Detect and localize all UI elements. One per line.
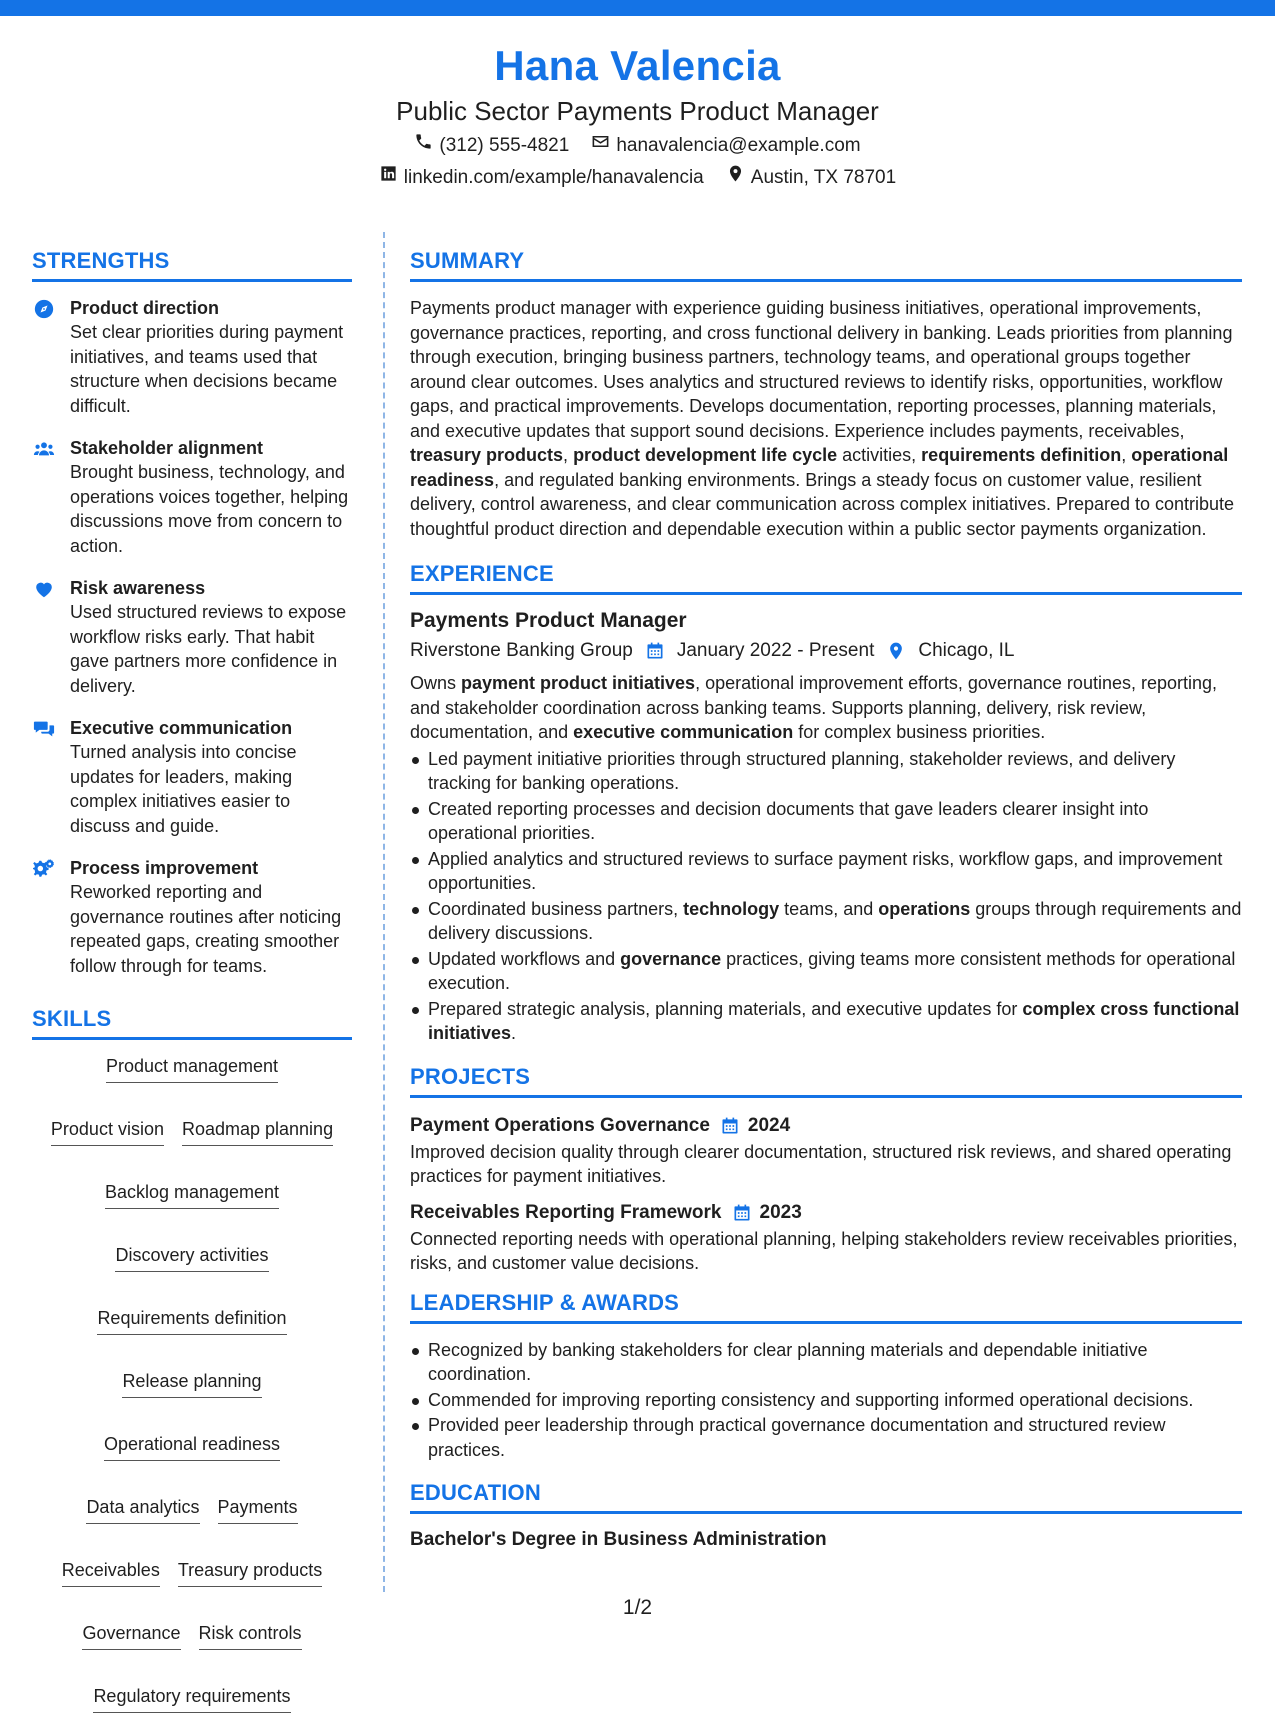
top-accent-bar <box>0 0 1275 16</box>
skill-tag: Product vision <box>51 1117 164 1146</box>
email-contact[interactable] <box>591 132 860 160</box>
location-contact <box>726 164 896 192</box>
project-item <box>410 1199 1242 1276</box>
users-icon <box>32 438 56 460</box>
strength-item <box>32 576 352 698</box>
skill-tag: Release planning <box>122 1369 261 1398</box>
strength-description: Turned analysis into concise updates for leaders, making complex initiatives easier to discuss and guide. <box>70 742 297 836</box>
phone-contact <box>414 132 569 160</box>
skill-tag: Backlog management <box>105 1180 279 1209</box>
job-meta <box>410 637 1242 665</box>
strength-item <box>32 716 352 838</box>
job-bullet: Created reporting processes and decision documents that gave leaders clearer insight into operational priorities. <box>410 797 1242 846</box>
leadership-bullet: Recognized by banking stakeholders for clear planning materials and dependable initiative coordination. <box>410 1338 1242 1387</box>
calendar-icon <box>732 1203 752 1223</box>
strength-item <box>32 296 352 418</box>
job-bullet: Coordinated business partners, technology teams, and operations groups through requirements and delivery discussions. <box>410 897 1242 946</box>
skill-tag: Product management <box>106 1054 278 1083</box>
skill-tag: Treasury products <box>178 1558 322 1587</box>
location-text: Austin, TX 78701 <box>750 167 897 188</box>
skill-tag: Governance <box>82 1621 180 1650</box>
leadership-bullets <box>410 1338 1242 1463</box>
strengths-heading: STRENGTHS <box>32 246 352 282</box>
phone-number: (312) 555-4821 <box>439 135 570 156</box>
skill-tag: Regulatory requirements <box>93 1684 290 1713</box>
company-name: Riverstone Banking Group <box>410 640 633 661</box>
strength-title: Product direction <box>70 298 220 318</box>
phone-icon <box>414 132 433 160</box>
education-degree: Bachelor's Degree in Business Administration <box>410 1529 827 1550</box>
project-name: Receivables Reporting Framework <box>410 1201 722 1223</box>
contact-row-1 <box>0 132 1275 160</box>
job-location: Chicago, IL <box>918 640 1015 661</box>
compass-icon <box>32 298 56 320</box>
job-title: Payments Product Manager <box>410 609 687 632</box>
project-header <box>410 1199 1242 1227</box>
column-divider <box>383 232 385 1592</box>
skills-heading: SKILLS <box>32 1004 352 1040</box>
heart-icon <box>32 578 56 600</box>
left-column <box>32 246 352 1713</box>
project-description: Connected reporting needs with operational planning, helping stakeholders review receivables priorities, risks, and customer value decisions. <box>410 1228 1238 1273</box>
skill-tag: Receivables <box>62 1558 160 1587</box>
resume-header <box>0 40 1275 192</box>
map-pin-icon <box>886 641 906 661</box>
job-bullet: Applied analytics and structured reviews to surface payment risks, workflow gaps, and improvement opportunities. <box>410 847 1242 896</box>
projects-heading: PROJECTS <box>410 1062 1242 1098</box>
strength-title: Stakeholder alignment <box>70 438 264 458</box>
strength-title: Process improvement <box>70 858 259 878</box>
strength-description: Used structured reviews to expose workflow risks early. That habit gave partners more confidence in delivery. <box>70 602 347 696</box>
skill-tag: Roadmap planning <box>182 1117 333 1146</box>
leadership-bullet: Provided peer leadership through practical governance documentation and structured review practices. <box>410 1413 1242 1462</box>
job-bullet: Led payment initiative priorities through structured planning, stakeholder reviews, and delivery tracking for banking operations. <box>410 747 1242 796</box>
calendar-icon <box>645 641 665 661</box>
project-year: 2024 <box>747 1114 791 1136</box>
skill-tag: Payments <box>218 1495 298 1524</box>
map-pin-icon <box>726 164 745 192</box>
linkedin-contact[interactable] <box>379 164 704 192</box>
project-description: Improved decision quality through clearer documentation, structured risk reviews, and shared operating practices for payment initiatives. <box>410 1141 1232 1186</box>
strength-description: Set clear priorities during payment initiatives, and teams used that structure when decisions became difficult. <box>70 322 344 416</box>
experience-heading: EXPERIENCE <box>410 559 1242 595</box>
calendar-icon <box>720 1116 740 1136</box>
linkedin-icon <box>379 164 398 192</box>
gears-icon <box>32 858 56 880</box>
project-item <box>410 1112 1242 1189</box>
education-heading: EDUCATION <box>410 1478 1242 1514</box>
skill-tag: Risk controls <box>199 1621 302 1650</box>
chat-icon <box>32 718 56 740</box>
project-header <box>410 1112 1242 1140</box>
candidate-role: Public Sector Payments Product Manager <box>396 96 879 126</box>
strength-description: Brought business, technology, and operations voices together, helping discussions move from concern to action. <box>70 462 349 556</box>
strength-title: Executive communication <box>70 718 293 738</box>
job-bullet: Prepared strategic analysis, planning materials, and executive updates for complex cross functional initiatives. <box>410 997 1242 1046</box>
email-address[interactable]: hanavalencia@example.com <box>616 135 861 156</box>
contact-row-2 <box>0 164 1275 192</box>
skill-tag: Data analytics <box>86 1495 199 1524</box>
job-dates: January 2022 - Present <box>676 640 875 661</box>
strength-description: Reworked reporting and governance routines after noticing repeated gaps, creating smoother follow through for teams. <box>70 882 342 976</box>
leadership-heading: LEADERSHIP & AWARDS <box>410 1288 1242 1324</box>
summary-heading: SUMMARY <box>410 246 1242 282</box>
job-intro: Owns payment product initiatives, operational improvement efforts, governance routines, reporting, and stakeholder coordination across banking teams. Supports planning, delivery, risk review, documentation, and executive communication for complex business priorities. <box>410 673 1218 742</box>
page-indicator: 1/2 <box>622 1596 653 1619</box>
strength-item <box>32 436 352 558</box>
right-column <box>410 246 1242 1554</box>
strength-item <box>32 856 352 978</box>
skill-tag: Requirements definition <box>97 1306 286 1335</box>
skill-tag: Discovery activities <box>115 1243 268 1272</box>
strength-title: Risk awareness <box>70 578 206 598</box>
job-bullet: Updated workflows and governance practices, giving teams more consistent methods for operational execution. <box>410 947 1242 996</box>
leadership-bullet: Commended for improving reporting consistency and supporting informed operational decisions. <box>410 1388 1242 1413</box>
project-name: Payment Operations Governance <box>410 1114 710 1136</box>
job-bullets <box>410 747 1242 1046</box>
linkedin-url[interactable]: linkedin.com/example/hanavalencia <box>403 167 704 188</box>
summary-paragraph: Payments product manager with experience guiding business initiatives, operational improvements, governance practices, reporting, and cross functional delivery in banking. Leads priorities from planning through execution, bringing business partners, technology teams, and operational groups together around clear outcomes. Uses analytics and structured reviews to identify risks, opportunities, workflow gaps, and practical improvements. Develops documentation, reporting processes, planning materials, and executive updates that support sound decisions. Experience includes payments, receivables, treasury products, product development life cycle activities, requirements definition, operational readiness, and regulated banking environments. Brings a steady focus on customer value, resilient delivery, control awareness, and clear communication across complex initiatives. Prepared to contribute thoughtful product direction and dependable execution within a public sector payments organization. <box>410 298 1235 539</box>
envelope-icon <box>591 132 610 160</box>
project-year: 2023 <box>759 1201 802 1223</box>
candidate-name: Hana Valencia <box>494 42 781 89</box>
skill-tag: Operational readiness <box>104 1432 280 1461</box>
